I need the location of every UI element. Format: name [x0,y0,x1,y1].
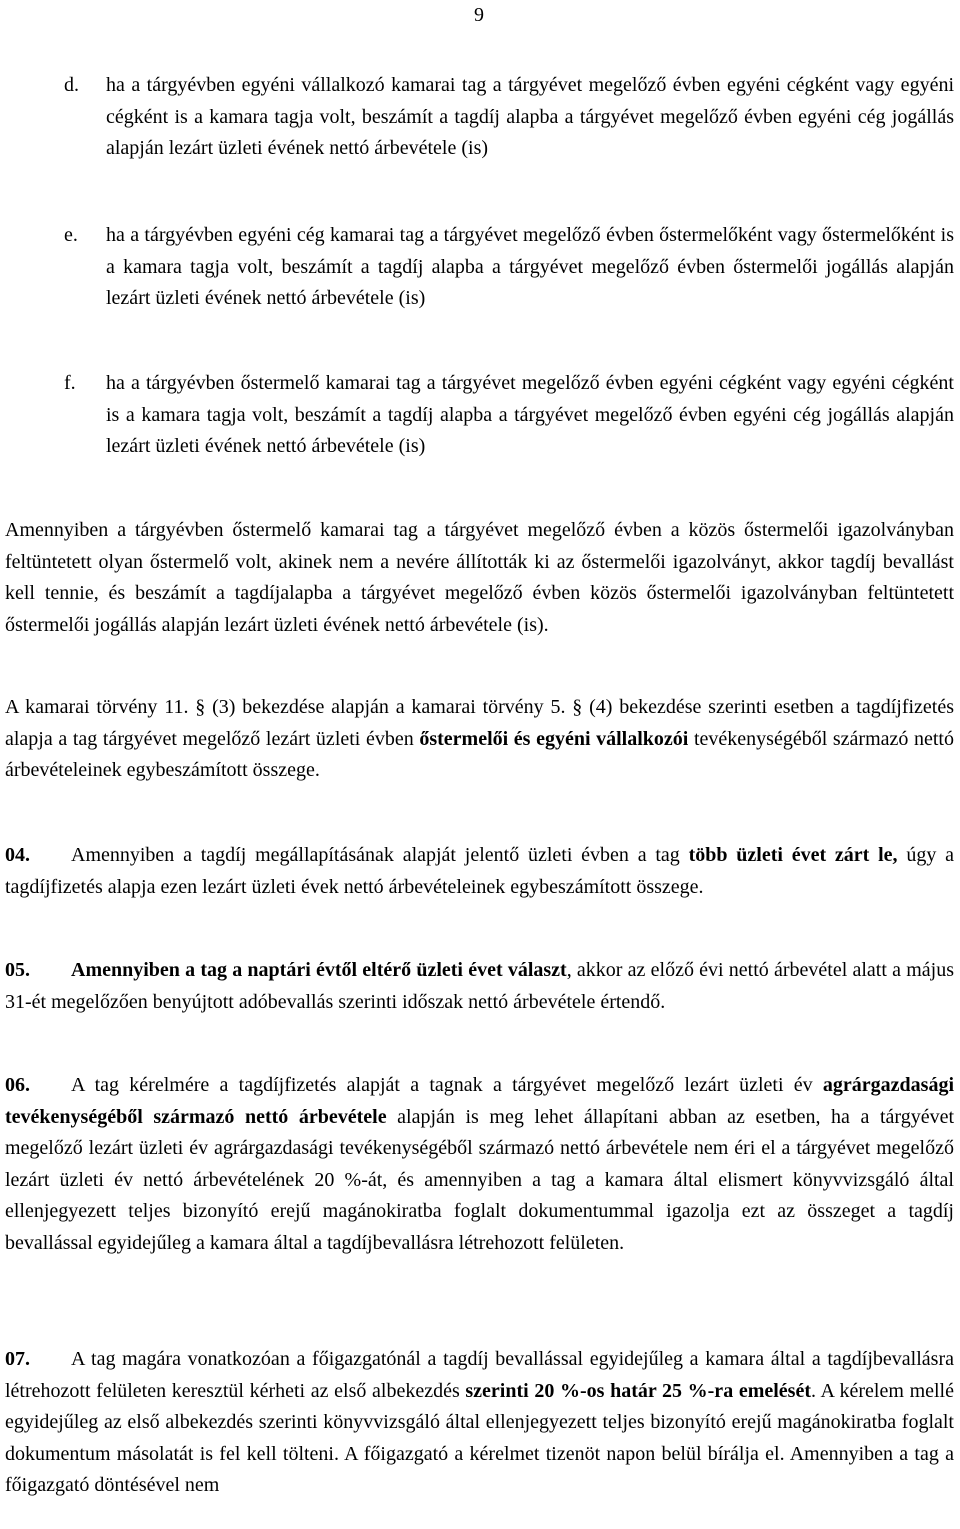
paragraph-text: A kamarai törvény 11. § (3) bekezdése alapján a kamarai törvény 5. § (4) bekezdése szerinti esetben a tagdíjfizetés alapja a tag tárgyévet megelőző lezárt üzleti évben [5,696,954,750]
paragraph-text: úgy a tagdíjfizetés alapja ezen lezárt üzleti évek nettó árbevételeinek egybeszámított összege. [5,844,954,898]
paragraph-06 [5,1070,954,1259]
list-item-text-d: ha a tárgyévben egyéni vállalkozó kamarai tag a tárgyévet megelőző évben egyéni cégként vagy egyéni cégként is a kamara tagja volt, beszámít a tagdíj alapba a tárgyévet megelőző évben egyéni cég jogállás alapján lezárt üzleti évének nettó árbevétele (is) [106,74,954,159]
paragraph-04 [5,840,954,903]
paragraph-kamarai-torveny [5,692,954,787]
list-marker-f: f. [64,372,76,394]
paragraph-07 [5,1344,954,1502]
page-number: 9 [474,4,484,26]
paragraph-bold-text: agrárgazdasági tevékenységéből származó nettó árbevétele [5,1074,954,1128]
list-marker-e: e. [64,224,78,246]
list-item-text-e: ha a tárgyévben egyéni cég kamarai tag a tárgyévet megelőző évben őstermelőként vagy őstermelőként is a kamara tagja volt, beszámít a tagdíj alapba a tárgyévet megelőző évben őstermelői jogállás alapján lezárt üzleti évének nettó árbevétele (is) [106,224,954,309]
paragraph-text: alapján is meg lehet állapítani abban az esetben, ha a tárgyévet megelőző lezárt üzleti év agrárgazdasági tevékenységéből származó nettó árbevétele nem éri el a tárgyévet megelőző lezárt üzleti év nettó árbevételének 20 %-át, és amennyiben a tag a kamara által elismert könyvvizsgáló által ellenjegyezett teljes bizonyító erejű magánokiratba foglalt dokumentummal igazolja ezt az összeget a tagdíj bevallással egyidejűleg a kamara által a tagdíjbevallásra létrehozott felületen. [5,1105,955,1254]
paragraph-number: 04. [5,844,30,866]
paragraph-bold-text: több üzleti évet zárt le, [688,844,898,866]
paragraph-bold-text: szerinti 20 %-os határ 25 %-ra emelését [465,1379,811,1402]
paragraph-bold-text: Amennyiben a tag a naptári évtől eltérő üzleti évet választ [71,959,567,981]
paragraph-number: 06. [5,1074,30,1096]
paragraph-text: . A kérelem mellé egyidejűleg az első albekezdés szerinti könyvvizsgáló által ellenjegyezett teljes bizonyító erejű magánokiratba foglalt dokumentum másolatát is fel kell tölteni. A főigazgató a kérelmet tizenöt napon belül bírálja el. Amennyiben a tag a főigazgató döntésével nem [5,1379,954,1496]
paragraph-05 [5,955,954,1018]
paragraph-text: A tag kérelmére a tagdíjfizetés alapját a tagnak a tárgyévet megelőző lezárt üzleti év [71,1074,823,1096]
paragraph-number: 05. [5,959,30,981]
paragraph-bold-text: őstermelői és egyéni vállalkozói [419,727,689,750]
paragraph-text: A tag magára vonatkozóan a főigazgatónál a tagdíj bevallással egyidejűleg a kamara által a tagdíjbevallásra létrehozott felületen keresztül kérheti az első albekezdés [5,1348,954,1402]
paragraph-text: tevékenységéből származó nettó árbevételeinek egybeszámított összege. [5,727,954,781]
list-marker-d: d. [64,74,79,96]
paragraph-number: 07. [5,1348,30,1370]
paragraph-text: , akkor az előző évi nettó árbevétel alatt a május 31-ét megelőzően benyújtott adóbevallás szerinti időszak nettó árbevétele értendő. [5,959,954,1013]
paragraph-amennyiben: Amennyiben a tárgyévben őstermelő kamarai tag a tárgyévet megelőző évben a közös őstermelői igazolványban feltüntetett olyan őstermelő volt, akinek nem a nevére állították ki az őstermelői igazolványt, akkor tagdíj bevallást kell tennie, és beszámít a tagdíjalapba a tárgyévet megelőző évben közös őstermelői igazolványban feltüntetett őstermelői jogállás alapján lezárt üzleti évének nettó árbevétele (is). [5,519,954,636]
paragraph-text: Amennyiben a tagdíj megállapításának alapját jelentő üzleti évben a tag [71,844,689,866]
list-item-text-f: ha a tárgyévben őstermelő kamarai tag a tárgyévet megelőző évben egyéni cégként vagy egyéni cégként is a kamara tagja volt, beszámít a tagdíj alapba a tárgyévet megelőző évben egyéni cég jogállás alapján lezárt üzleti évének nettó árbevétele (is) [106,372,954,457]
